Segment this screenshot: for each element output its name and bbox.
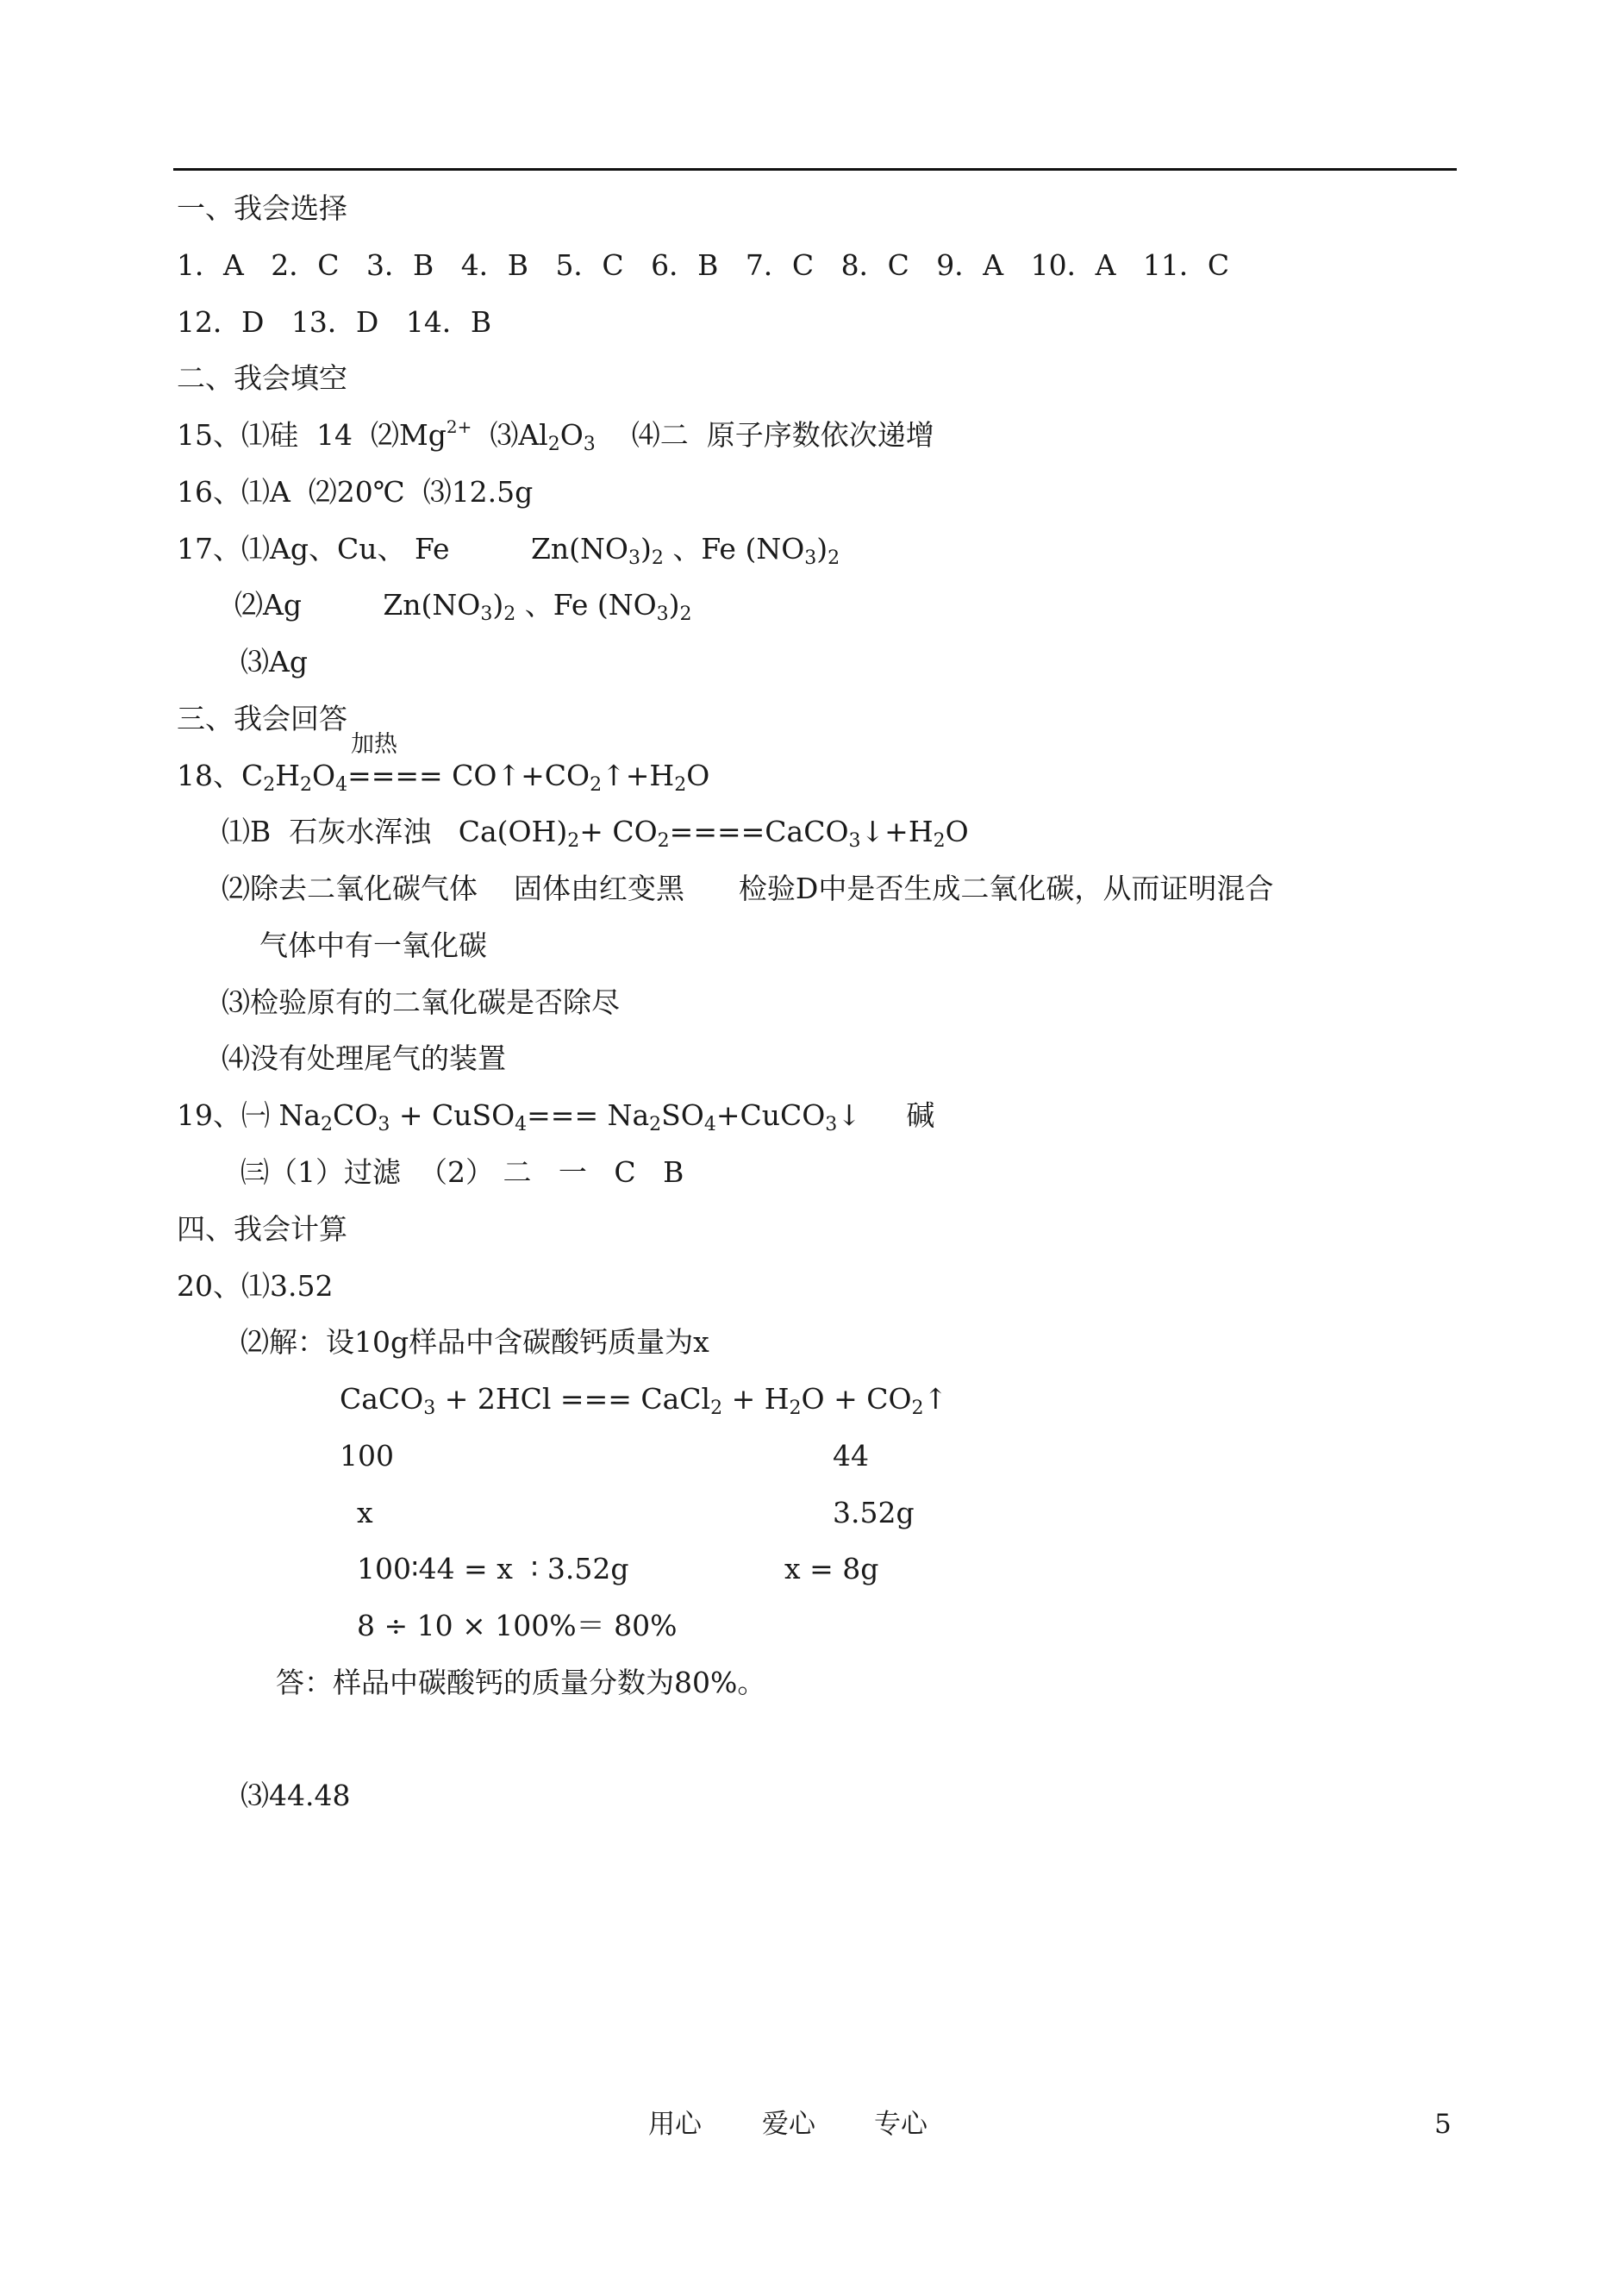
q18-part-1: ⑴B 石灰水浑浊 $Ca(OH)_2+$ $CO_2====CaCO_3↓+H_2O$ <box>222 815 969 852</box>
footer-word-1: 用心 <box>648 2109 702 2140</box>
footer-word-3: 专心 <box>874 2109 928 2140</box>
q20-unknown-mass: x <box>357 1496 373 1529</box>
heating-condition-label: 加热 <box>351 731 397 758</box>
q20-equation: CaCO$_3$ + 2HCl === CaCl$_2$ + $H_2O$ + $CO_2↑$ <box>340 1382 948 1419</box>
q20-percentage-calc: 8 ÷ 10 × 100%＝ 80% <box>357 1609 678 1642</box>
q18-part-2-line-2: 气体中有一氧化碳 <box>259 929 487 962</box>
q18-equation: 18、$C_2H_2O_4====$ $CO↑+CO_2↑+H_2O$ <box>177 759 710 796</box>
q19-line-1: 19、㈠ $Na_2CO_3$ + CuSO$_4$=== $Na_2SO_4+CuCO_3↓$ 碱 <box>177 1098 935 1135</box>
footer-word-2: 爱心 <box>762 2109 815 2140</box>
q20-molar-mass-caco3: 100 <box>340 1439 394 1473</box>
q18-part-4: ⑷没有处理尾气的装置 <box>222 1041 506 1075</box>
section-heading-fill: 二、我会填空 <box>177 361 347 395</box>
section-heading-calc: 四、我会计算 <box>177 1212 347 1246</box>
q20-part-2: ⑵解：设10g样品中含碳酸钙质量为x <box>240 1325 709 1359</box>
q17-line-1: 17、⑴Ag、Cu、 Fe $Zn(NO_3)_2$ 、Fe $(NO_3)_2$ <box>177 532 840 569</box>
q17-line-2: ⑵Ag $Zn(NO_3)_2$ 、Fe $(NO_3)_2$ <box>234 588 692 625</box>
q18-part-2-line-1: ⑵除去二氧化碳气体 固体由红变黑 检验D中是否生成二氧化碳，从而证明混合 <box>222 872 1274 905</box>
page-number: 5 <box>1434 2109 1452 2140</box>
header-rule <box>173 168 1457 171</box>
q20-answer-statement: 答：样品中碳酸钙的质量分数为80%。 <box>276 1666 766 1699</box>
q20-ratio: 100∶44 = x ∶ 3.52g <box>357 1552 629 1585</box>
q18-part-3: ⑶检验原有的二氧化碳是否除尽 <box>222 985 620 1019</box>
section-heading-answer: 三、我会回答 <box>177 702 347 735</box>
q20-molar-mass-co2: 44 <box>833 1439 869 1473</box>
q20-part-1: 20、⑴3.52 <box>177 1269 334 1303</box>
q17-line-3: ⑶Ag <box>240 645 308 678</box>
q20-result-x: x = 8g <box>784 1552 879 1585</box>
section-heading-choice: 一、我会选择 <box>177 191 347 225</box>
q15-answer: 15、⑴硅 14 $⑵Mg^{2+}$ $⑶Al_2O_3$ ⑷二 原子序数依次递增 <box>177 416 934 455</box>
q20-co2-mass: 3.52g <box>833 1496 915 1529</box>
q16-answer: 16、⑴A ⑵20℃ ⑶12.5g <box>177 475 534 509</box>
choice-answers-row-2: 12．D 13．D 14．B <box>177 305 492 339</box>
q20-part-3: ⑶44.48 <box>240 1779 351 1812</box>
q19-line-2: ㈢（1）过滤 （2） 二 一 C B <box>240 1155 684 1189</box>
choice-answers-row-1: 1．A 2．C 3．B 4．B 5．C 6．B 7．C 8．C 9．A 10．A 11．C <box>177 248 1230 282</box>
